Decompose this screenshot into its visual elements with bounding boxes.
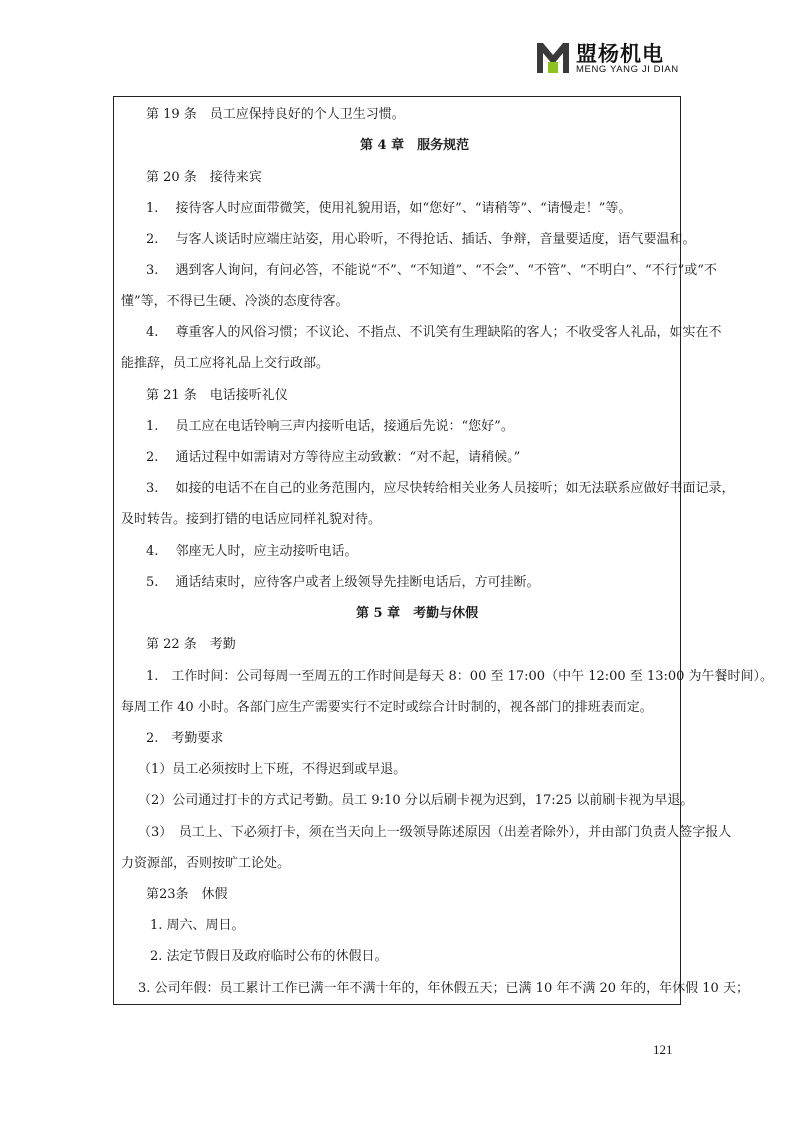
chapter-5-heading: 第 5 章 考勤与休假 [356,606,479,621]
article-21-item-4: 4. 邻座无人时，应主动接听电话。 [146,544,358,559]
article-22-sub-3: （3） 员工上、下必须打卡，须在当天向上一级领导陈述原因（出差者除外），并由部门负责人签字报人 [138,825,732,840]
article-23-item-3: 3. 公司年假：员工累计工作已满一年不满十年的，年休假五天；已满 10 年不满 20 年的，年休假 10 天； [138,981,749,996]
article-22-title: 第 22 条 考勤 [146,637,236,652]
article-22-item-1-cont: 每周工作 40 小时。各部门应生产需要实行不定时或综合计时制的，视各部门的排班表而定。 [121,700,653,715]
article-22-sub-1: （1）员工必须按时上下班，不得迟到或早退。 [138,762,407,777]
company-name: 盟杨机电 [576,42,664,66]
company-logo [536,38,679,78]
article-20-title: 第 20 条 接待来宾 [146,170,262,185]
article-23-item-2: 2. 法定节假日及政府临时公布的休假日。 [150,949,388,964]
article-22-item-2: 2. 考勤要求 [146,731,224,746]
article-20-item-4: 4. 尊重客人的风俗习惯；不议论、不指点、不讥笑有生理缺陷的客人；不收受客人礼品，如实在不 [146,325,722,340]
article-23-item-1: 1. 周六、周日。 [150,918,245,933]
article-19: 第 19 条 员工应保持良好的个人卫生习惯。 [146,107,405,122]
article-20-item-3: 3. 遇到客人询问，有问必答，不能说“不”、“不知道”、“不会”、“不管”、“不明白”、“不行”或“不 [146,263,717,278]
article-23-title: 第23条 休假 [146,887,228,902]
article-21-item-3-cont: 及时转告。接到打错的电话应同样礼貌对待。 [121,512,382,527]
article-21-item-1: 1. 员工应在电话铃响三声内接听电话，接通后先说：“您好”。 [146,419,514,434]
company-logo-mark-icon [536,40,570,74]
company-name-en: MENG YANG JI DIAN [576,64,679,75]
article-20-item-3-cont: 懂”等，不得已生硬、冷淡的态度待客。 [121,294,349,309]
article-21-title: 第 21 条 电话接听礼仪 [146,388,288,403]
article-20-item-1: 1. 接待客人时应面带微笑，使用礼貌用语，如“您好”、“请稍等”、“请慢走！”等。 [146,201,632,216]
article-22-sub-2: （2）公司通过打卡的方式记考勤。员工 9:10 分以后刷卡视为迟到，17:25 以前刷卡视为早退。 [138,793,694,808]
article-20-item-2: 2. 与客人谈话时应端庄站姿，用心聆听，不得抢话、插话、争辩，音量要适度，语气要温和。 [146,232,696,247]
article-21-item-5: 5. 通话结束时，应待客户或者上级领导先挂断电话后，方可挂断。 [146,575,540,590]
chapter-4-heading: 第 4 章 服务规范 [360,138,470,153]
article-21-item-3: 3. 如接的电话不在自己的业务范围内，应尽快转给相关业务人员接听；如无法联系应做好书面记录， [146,481,735,496]
article-21-item-2: 2. 通话过程中如需请对方等待应主动致歉：“对不起，请稍候。” [146,450,521,465]
page-number: 121 [653,1042,673,1057]
article-20-item-4-cont: 能推辞，员工应将礼品上交行政部。 [121,356,330,371]
article-22-item-1: 1. 工作时间：公司每周一至周五的工作时间是每天 8：00 至 17:00（中午 12:00 至 13:00 为午餐时间）。 [146,669,774,684]
article-22-sub-3-cont: 力资源部，否则按旷工论处。 [121,856,291,871]
